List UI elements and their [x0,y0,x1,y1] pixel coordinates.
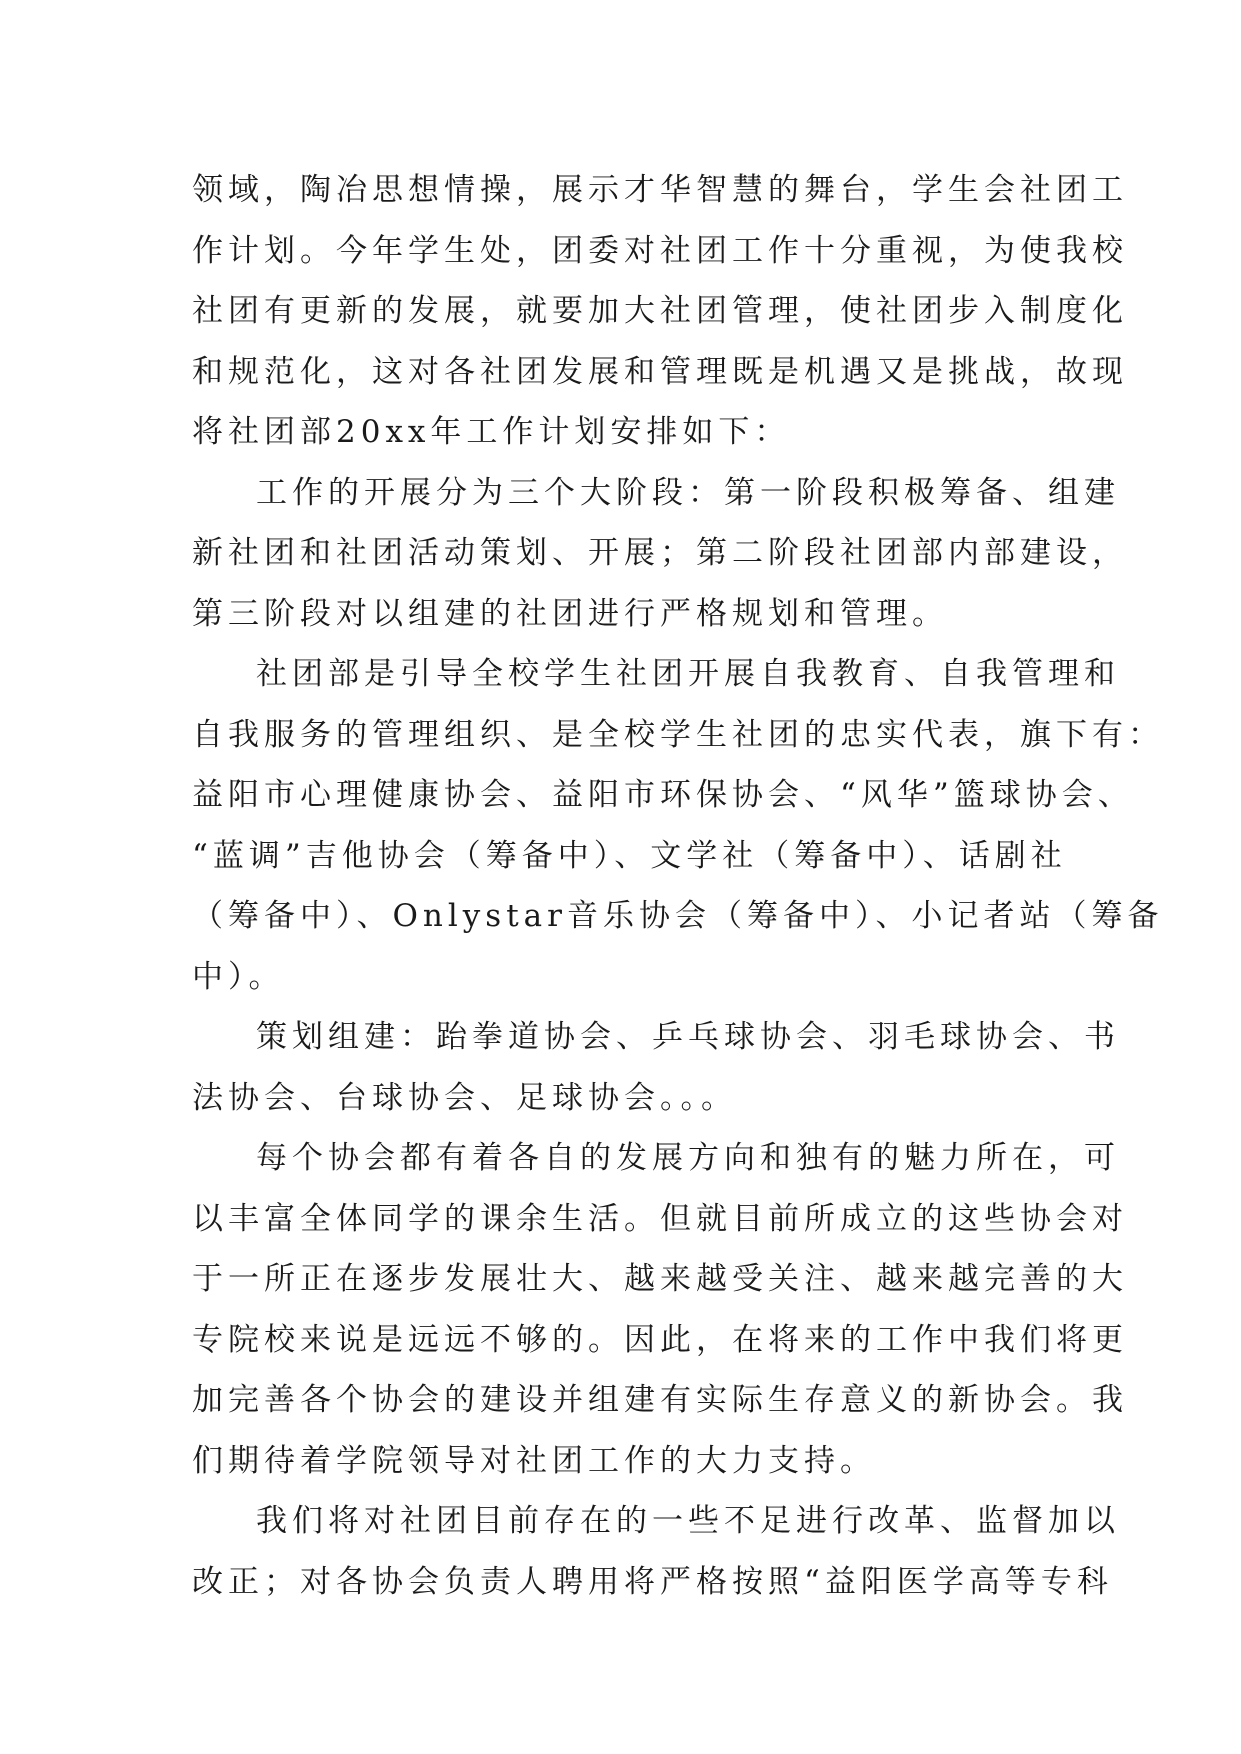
text-line: 中）。 [192,958,285,995]
document-body [192,160,1164,1612]
text-line: 专院校来说是远远不够的。因此，在将来的工作中我们将更 [192,1321,1128,1358]
paragraph-first-line: 社团部是引导全校学生社团开展自我教育、自我管理和 [256,656,1120,692]
text-line: （筹备中）、Onlystar音乐协会（筹备中）、小记者站（筹备 [192,898,1164,934]
text-line: 法协会、台球协会、足球协会。。。 [192,1079,737,1116]
text-line: 以丰富全体同学的课余生活。但就目前所成立的这些协会对 [192,1200,1128,1237]
text-line: 加完善各个协会的建设并组建有实际生存意义的新协会。我 [192,1382,1128,1418]
paragraph-first-line: 每个协会都有着各自的发展方向和独有的魅力所在，可 [256,1140,1120,1176]
text-line: 自我服务的管理组织、是全校学生社团的忠实代表，旗下有： [192,716,1164,753]
text-line: 第三阶段对以组建的社团进行严格规划和管理。 [192,595,948,632]
text-line: 于一所正在逐步发展壮大、越来越受关注、越来越完善的大 [192,1261,1128,1297]
paragraph-first-line: 我们将对社团目前存在的一些不足进行改革、监督加以 [256,1503,1120,1539]
paragraph-first-line: 工作的开展分为三个大阶段：第一阶段积极筹备、组建 [256,474,1120,511]
text-line: 和规范化，这对各社团发展和管理既是机遇又是挑战，故现 [192,353,1128,390]
paragraph-first-line: 策划组建：跆拳道协会、乒乓球协会、羽毛球协会、书 [256,1019,1120,1055]
text-line: 们期待着学院领导对社团工作的大力支持。 [192,1442,876,1479]
text-line: 新社团和社团活动策划、开展；第二阶段社团部内部建设， [192,535,1128,571]
text-line: 社团有更新的发展，就要加大社团管理，使社团步入制度化 [192,293,1128,329]
text-line: 作计划。今年学生处，团委对社团工作十分重视，为使我校 [192,232,1128,269]
text-line: 领域，陶冶思想情操，展示才华智慧的舞台，学生会社团工 [192,172,1128,208]
text-line: 改正；对各协会负责人聘用将严格按照“益阳医学高等专科 [192,1563,1113,1600]
text-line: “蓝调”吉他协会（筹备中）、文学社（筹备中）、话剧社 [192,837,1067,874]
text-line: 益阳市心理健康协会、益阳市环保协会、“风华”篮球协会、 [192,777,1134,813]
text-line: 将社团部20xx年工作计划安排如下： [192,414,791,450]
